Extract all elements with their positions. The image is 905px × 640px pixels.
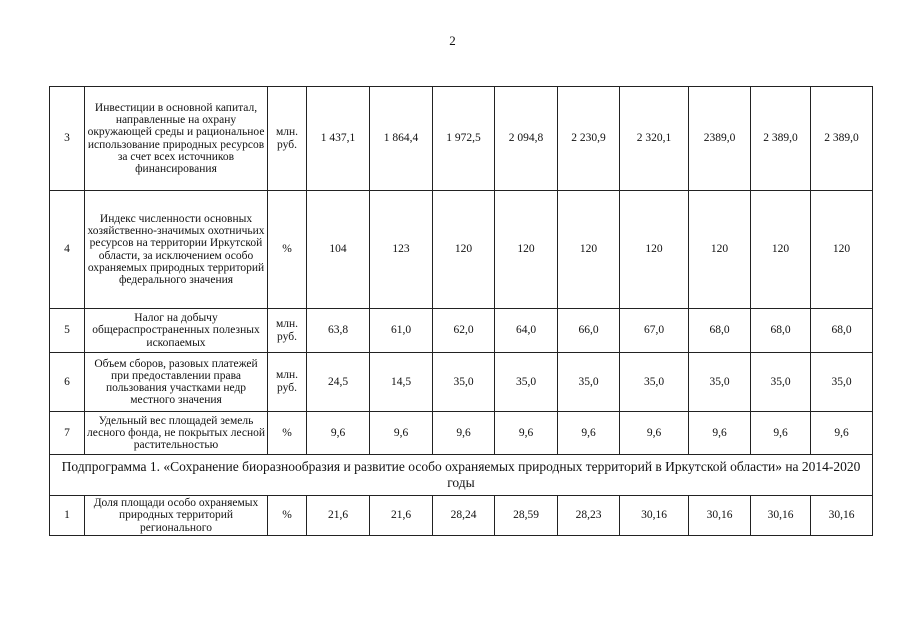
unit-cell: % xyxy=(268,496,307,536)
value-cell: 64,0 xyxy=(495,309,558,353)
value-cell: 14,5 xyxy=(370,353,433,412)
unit-cell: млн. руб. xyxy=(268,87,307,191)
value-cell: 120 xyxy=(751,191,811,309)
value-cell: 68,0 xyxy=(811,309,873,353)
value-cell: 68,0 xyxy=(751,309,811,353)
indicators-table xyxy=(49,86,873,536)
value-cell: 21,6 xyxy=(370,496,433,536)
value-cell: 9,6 xyxy=(370,412,433,455)
value-cell: 9,6 xyxy=(689,412,751,455)
indicator-name: Налог на добычу общераспространенных полезных ископаемых xyxy=(85,309,268,353)
indicator-name: Доля площади особо охраняемых природных территорий регионального xyxy=(85,496,268,536)
unit-cell: % xyxy=(268,412,307,455)
indicator-name: Удельный вес площадей земель лесного фонда, не покрытых лесной растительностью xyxy=(85,412,268,455)
value-cell: 35,0 xyxy=(433,353,495,412)
value-cell: 9,6 xyxy=(307,412,370,455)
row-number: 3 xyxy=(50,87,85,191)
table-row xyxy=(50,87,873,191)
value-cell: 1 864,4 xyxy=(370,87,433,191)
value-cell: 24,5 xyxy=(307,353,370,412)
row-number: 1 xyxy=(50,496,85,536)
table-row xyxy=(50,353,873,412)
value-cell: 28,59 xyxy=(495,496,558,536)
value-cell: 35,0 xyxy=(751,353,811,412)
value-cell: 1 437,1 xyxy=(307,87,370,191)
value-cell: 28,24 xyxy=(433,496,495,536)
table-row xyxy=(50,309,873,353)
subprogram-row xyxy=(50,455,873,496)
value-cell: 30,16 xyxy=(751,496,811,536)
value-cell: 104 xyxy=(307,191,370,309)
value-cell: 35,0 xyxy=(558,353,620,412)
value-cell: 9,6 xyxy=(558,412,620,455)
value-cell: 2389,0 xyxy=(689,87,751,191)
value-cell: 9,6 xyxy=(433,412,495,455)
subprogram-title: Подпрограмма 1. «Сохранение биоразнообразия и развитие особо охраняемых природных территорий в Иркутской области» на 2014-2020 годы xyxy=(50,455,873,496)
table-row xyxy=(50,191,873,309)
value-cell: 2 389,0 xyxy=(751,87,811,191)
row-number: 6 xyxy=(50,353,85,412)
value-cell: 120 xyxy=(433,191,495,309)
value-cell: 68,0 xyxy=(689,309,751,353)
value-cell: 120 xyxy=(811,191,873,309)
value-cell: 63,8 xyxy=(307,309,370,353)
table-row xyxy=(50,496,873,536)
value-cell: 2 230,9 xyxy=(558,87,620,191)
value-cell: 120 xyxy=(495,191,558,309)
row-number: 4 xyxy=(50,191,85,309)
table-row xyxy=(50,412,873,455)
value-cell: 9,6 xyxy=(620,412,689,455)
value-cell: 120 xyxy=(620,191,689,309)
value-cell: 35,0 xyxy=(811,353,873,412)
unit-cell: млн. руб. xyxy=(268,309,307,353)
unit-cell: % xyxy=(268,191,307,309)
value-cell: 2 389,0 xyxy=(811,87,873,191)
value-cell: 30,16 xyxy=(689,496,751,536)
row-number: 5 xyxy=(50,309,85,353)
value-cell: 61,0 xyxy=(370,309,433,353)
value-cell: 66,0 xyxy=(558,309,620,353)
value-cell: 120 xyxy=(558,191,620,309)
value-cell: 28,23 xyxy=(558,496,620,536)
indicator-name: Индекс численности основных хозяйственно-значимых охотничьих ресурсов на территории Иркутской области, за исключением особо охраняемых природных территорий федерального значения xyxy=(85,191,268,309)
value-cell: 9,6 xyxy=(811,412,873,455)
indicator-name: Инвестиции в основной капитал, направленные на охрану окружающей среды и рациональное использование природных ресурсов за счет всех источников финансирования xyxy=(85,87,268,191)
value-cell: 30,16 xyxy=(620,496,689,536)
row-number: 7 xyxy=(50,412,85,455)
value-cell: 2 320,1 xyxy=(620,87,689,191)
value-cell: 1 972,5 xyxy=(433,87,495,191)
value-cell: 30,16 xyxy=(811,496,873,536)
value-cell: 9,6 xyxy=(751,412,811,455)
value-cell: 120 xyxy=(689,191,751,309)
unit-cell: млн. руб. xyxy=(268,353,307,412)
indicator-name: Объем сборов, разовых платежей при предоставлении права пользования участками недр местного значения xyxy=(85,353,268,412)
page-number: 2 xyxy=(449,33,456,48)
value-cell: 35,0 xyxy=(495,353,558,412)
value-cell: 9,6 xyxy=(495,412,558,455)
value-cell: 67,0 xyxy=(620,309,689,353)
value-cell: 35,0 xyxy=(620,353,689,412)
value-cell: 62,0 xyxy=(433,309,495,353)
value-cell: 123 xyxy=(370,191,433,309)
value-cell: 35,0 xyxy=(689,353,751,412)
value-cell: 2 094,8 xyxy=(495,87,558,191)
value-cell: 21,6 xyxy=(307,496,370,536)
